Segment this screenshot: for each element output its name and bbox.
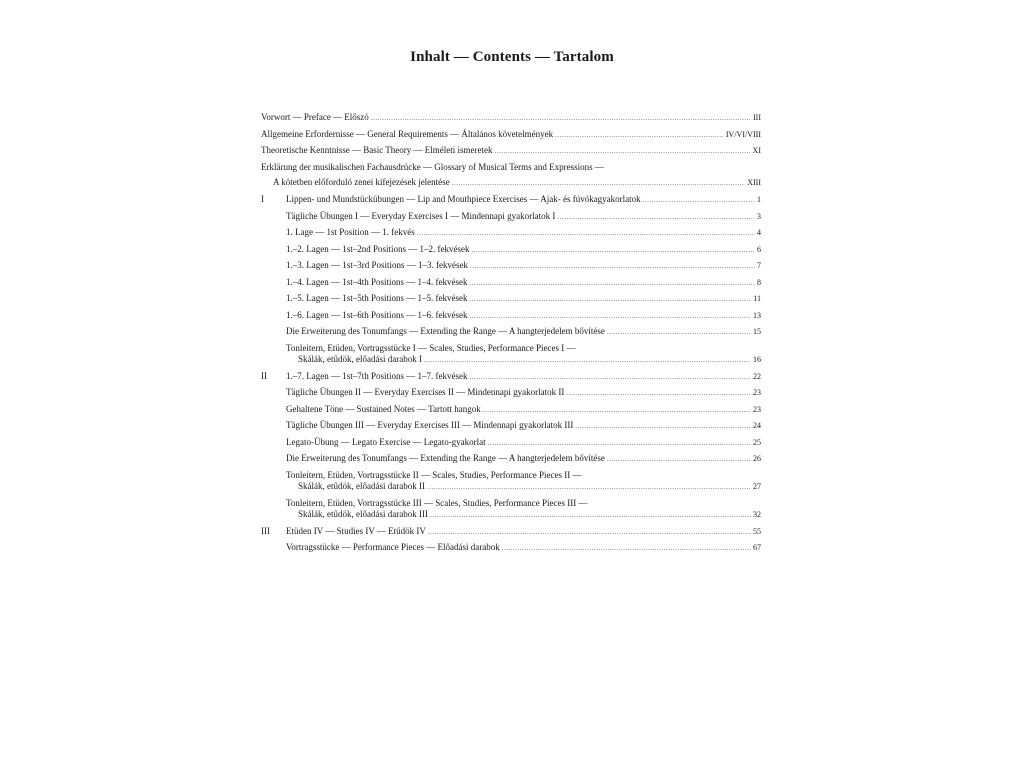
toc-entry-title: Tonleitern, Etüden, Vortragsstücke II — Scales, Studies, Performance Pieces II — bbox=[286, 469, 582, 480]
dot-leader bbox=[424, 355, 751, 367]
toc-entry-line bbox=[261, 110, 761, 127]
toc-entry-line bbox=[286, 310, 761, 323]
toc-entry-title: 1.–2. Lagen — 1st–2nd Positions — 1–2. fekvések bbox=[286, 243, 470, 254]
toc-entry bbox=[261, 260, 761, 273]
toc-page-number: 8 bbox=[757, 277, 761, 287]
toc-entry-title: Erklärung der musikalischen Fachausdrücke — Glossary of Musical Terms and Expressions — bbox=[261, 161, 604, 172]
dot-leader bbox=[555, 128, 724, 144]
dot-leader bbox=[470, 261, 755, 273]
toc-entry bbox=[261, 420, 761, 433]
toc-entry bbox=[261, 160, 761, 192]
toc-entry-title: Tägliche Übungen III — Everyday Exercises III — Mindennapi gyakorlatok III bbox=[286, 420, 574, 430]
dot-leader bbox=[483, 405, 751, 417]
toc-page-number: 15 bbox=[753, 327, 761, 336]
toc-entry bbox=[261, 244, 761, 257]
toc-page-number: 4 bbox=[757, 228, 761, 237]
dot-leader bbox=[488, 438, 751, 450]
toc-entry-continuation: A kötetben előforduló zenei kifejezések jelentése bbox=[273, 177, 450, 187]
toc-entry-line bbox=[261, 143, 761, 160]
toc-page-number: 23 bbox=[753, 404, 761, 414]
toc-page-number: 22 bbox=[753, 371, 761, 381]
toc-page-number: 23 bbox=[753, 388, 761, 397]
dot-leader bbox=[607, 327, 751, 339]
dot-leader bbox=[470, 294, 752, 306]
toc-entry-line bbox=[261, 127, 761, 144]
toc-entry-line bbox=[286, 498, 761, 510]
toc-entry bbox=[261, 127, 761, 144]
toc-entry-continuation-line bbox=[261, 175, 761, 192]
toc-entry-continuation: Skálák, etűdök, előadási darabok III bbox=[298, 509, 428, 519]
toc-entry-line bbox=[286, 326, 761, 339]
toc-entry-title: Tägliche Übungen II — Everyday Exercises II — Mindennapi gyakorlatok II bbox=[286, 387, 565, 397]
toc-entry bbox=[261, 293, 761, 306]
toc-page-number: 55 bbox=[753, 526, 761, 536]
toc-entry-line bbox=[286, 470, 761, 482]
page-title: Inhalt — Contents — Tartalom bbox=[410, 49, 614, 65]
toc-page-number: 6 bbox=[757, 244, 761, 254]
dot-leader bbox=[495, 144, 751, 160]
section-numeral: II bbox=[261, 370, 267, 381]
toc-entry-continuation: Skálák, etűdök, előadási darabok I bbox=[298, 354, 422, 364]
dot-leader bbox=[470, 278, 756, 290]
toc-entry-continuation-line bbox=[286, 509, 761, 522]
toc-entry bbox=[261, 143, 761, 160]
toc-entry bbox=[261, 277, 761, 290]
toc-entry-line bbox=[286, 343, 761, 355]
toc-entry-line bbox=[286, 387, 761, 400]
toc-entry-title: Allgemeine Erfordernisse — General Requirements — Általános követelmények bbox=[261, 128, 554, 139]
dot-leader bbox=[427, 482, 751, 494]
toc-page-number: 25 bbox=[753, 437, 761, 447]
toc-entry bbox=[261, 387, 761, 400]
toc-entry-line bbox=[286, 227, 761, 240]
toc-entry-title: 1.–3. Lagen — 1st–3rd Positions — 1–3. fekvések bbox=[286, 260, 468, 270]
toc-entry bbox=[261, 110, 761, 127]
toc-page-number: 3 bbox=[757, 211, 761, 221]
toc-entry-line bbox=[286, 211, 761, 224]
section-numeral: III bbox=[261, 525, 270, 536]
toc-entry-line bbox=[286, 293, 761, 306]
toc-entry-continuation-line bbox=[286, 354, 761, 367]
toc-entry-line bbox=[286, 260, 761, 273]
dot-leader bbox=[643, 195, 755, 207]
dot-leader bbox=[607, 454, 751, 466]
toc-entry-line bbox=[286, 420, 761, 433]
toc-entry-title: Tonleitern, Etüden, Vortragsstücke I — Scales, Studies, Performance Pieces I — bbox=[286, 342, 576, 353]
toc-page-number: 11 bbox=[753, 294, 761, 303]
toc-entry bbox=[261, 453, 761, 466]
dot-leader bbox=[452, 176, 746, 192]
toc-entry bbox=[261, 343, 761, 367]
dot-leader bbox=[472, 245, 756, 257]
toc-entry-line bbox=[286, 453, 761, 466]
toc-page-number: 13 bbox=[753, 310, 761, 320]
toc-entry-title: 1.–5. Lagen — 1st–5th Positions — 1–5. fekvések bbox=[286, 293, 468, 303]
toc-entry bbox=[261, 371, 761, 384]
toc-entry-title: Lippen- und Mundstückübungen — Lip and Mouthpiece Exercises — Ajak- és fúvókagyakorlatok bbox=[286, 194, 641, 204]
dot-leader bbox=[566, 388, 751, 400]
toc-entry bbox=[261, 211, 761, 224]
toc-entry-line bbox=[286, 371, 761, 384]
toc-entry-line bbox=[286, 194, 761, 207]
toc-page-number: IV/VI/VIII bbox=[725, 129, 761, 139]
toc-entry bbox=[261, 227, 761, 240]
toc-entry bbox=[261, 437, 761, 450]
front-matter-list bbox=[261, 110, 761, 192]
toc-entry-line bbox=[286, 404, 761, 417]
toc-page-number: 26 bbox=[753, 454, 761, 463]
toc-entry-line bbox=[286, 542, 761, 555]
toc-page-number: 27 bbox=[753, 482, 761, 491]
toc-entry bbox=[261, 470, 761, 494]
toc-entry-line bbox=[286, 437, 761, 450]
dot-leader bbox=[470, 372, 752, 384]
toc-page-number: 24 bbox=[753, 421, 761, 430]
contents-list bbox=[261, 194, 761, 559]
toc-entry bbox=[261, 326, 761, 339]
dot-leader bbox=[417, 228, 755, 240]
toc-page-number: 1 bbox=[757, 195, 761, 204]
dot-leader bbox=[428, 527, 751, 539]
dot-leader bbox=[470, 311, 752, 323]
toc-entry-title: Theoretische Kenntnisse — Basic Theory — Elméleti ismeretek bbox=[261, 145, 493, 155]
dot-leader bbox=[557, 212, 755, 224]
toc-entry-continuation-line bbox=[286, 481, 761, 494]
toc-entry-line bbox=[286, 277, 761, 290]
toc-entry-title: Etüden IV — Studies IV — Etűdök IV bbox=[286, 525, 426, 536]
toc-entry bbox=[261, 526, 761, 539]
toc-entry bbox=[261, 404, 761, 417]
dot-leader bbox=[371, 111, 751, 127]
dot-leader bbox=[502, 543, 751, 555]
toc-page-number: XIII bbox=[747, 178, 761, 187]
toc-page-number: XI bbox=[752, 146, 761, 155]
toc-page-number: 7 bbox=[757, 261, 761, 270]
dot-leader bbox=[430, 510, 751, 522]
toc-entry-title: Vorwort — Preface — Előszó bbox=[261, 112, 369, 122]
toc-entry-title: 1. Lage — 1st Position — 1. fekvés bbox=[286, 227, 415, 237]
section-numeral: I bbox=[261, 194, 264, 204]
toc-entry-title: Die Erweiterung des Tonumfangs — Extending the Range — A hangterjedelem bővítése bbox=[286, 326, 605, 336]
toc-entry-line bbox=[286, 244, 761, 257]
toc-entry-title: Gehaltene Töne — Sustained Notes — Tartott hangok bbox=[286, 403, 481, 414]
toc-entry-continuation: Skálák, etűdök, előadási darabok II bbox=[298, 481, 425, 491]
toc-page-number: 67 bbox=[753, 543, 761, 552]
toc-entry-title: Legato-Übung — Legato Exercise — Legato-gyakorlat bbox=[286, 436, 486, 447]
dot-leader bbox=[575, 421, 751, 433]
toc-entry-title: Die Erweiterung des Tonumfangs — Extending the Range — A hangterjedelem bővítése bbox=[286, 453, 605, 463]
toc-entry-title: Tägliche Übungen I — Everyday Exercises I — Mindennapi gyakorlatok I bbox=[286, 210, 556, 221]
toc-entry bbox=[261, 194, 761, 207]
toc-page-number: 16 bbox=[753, 355, 761, 364]
toc-entry bbox=[261, 498, 761, 522]
toc-entry-title: Tonleitern, Etüden, Vortragsstücke III — Scales, Studies, Performance Pieces III — bbox=[286, 497, 588, 508]
toc-entry-line bbox=[286, 526, 761, 539]
toc-entry bbox=[261, 310, 761, 323]
toc-entry-title: Vortragsstücke — Performance Pieces — Előadási darabok bbox=[286, 542, 500, 552]
toc-page-number: III bbox=[753, 113, 761, 122]
toc-entry-title: 1.–6. Lagen — 1st–6th Positions — 1–6. fekvések bbox=[286, 309, 468, 320]
toc-entry bbox=[261, 542, 761, 555]
toc-entry-line bbox=[261, 160, 761, 176]
toc-page-number: 32 bbox=[753, 510, 761, 519]
toc-entry-title: 1.–7. Lagen — 1st–7th Positions — 1–7. fekvések bbox=[286, 370, 468, 381]
toc-entry-title: 1.–4. Lagen — 1st–4th Positions — 1–4. fekvések bbox=[286, 276, 468, 287]
